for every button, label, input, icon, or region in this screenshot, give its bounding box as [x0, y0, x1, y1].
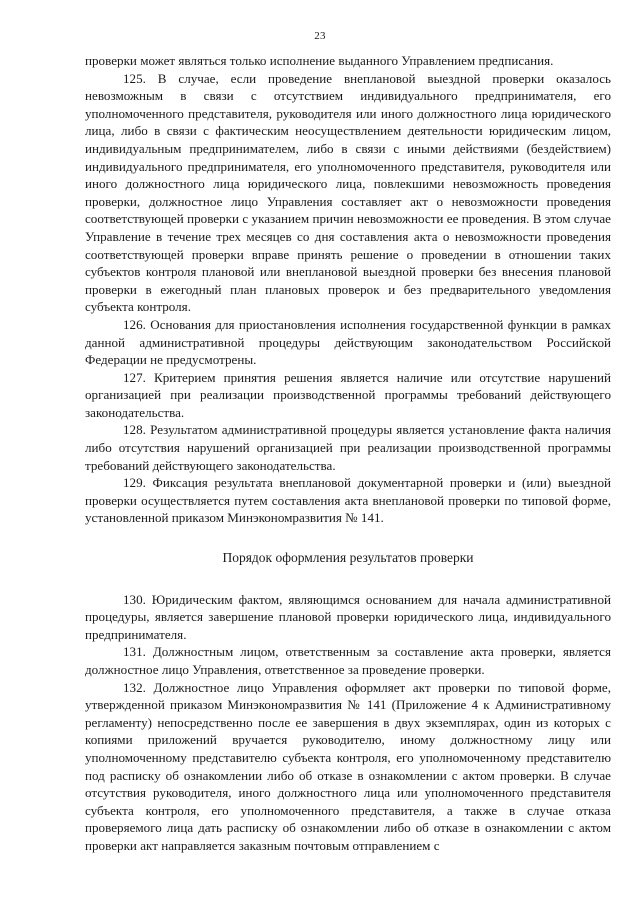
paragraph-132: 132. Должностное лицо Управления оформляет акт проверки по типовой форме, утвержденной приказом Минэкономразвития № 141 (Приложение 4 к Административному регламенту) непосредственно после ее завершения в двух экземплярах, один из которых с копиями приложений вручается руководителю, иному должностному лицу или уполномоченному представителю субъекта контроля, его уполномоченному представителю под расписку об ознакомлении либо об отказе в ознакомлении с актом проверки. В случае отсутствия руководителя, иного должностного лица или уполномоченного представителя субъекта контроля, его уполномоченного представителя, а также в случае отказа проверяемого лица дать расписку об ознакомлении либо об отказе в ознакомлении с актом проверки акт направляется заказным почтовым отправлением с — [85, 679, 611, 853]
page-number: 23 — [314, 30, 326, 42]
paragraph-129: 129. Фиксация результата внеплановой документарной проверки и (или) выездной проверки осуществляется путем составления акта внеплановой проверки по типовой форме, установленной приказом Минэкономразвития № 141. — [85, 475, 611, 526]
document-body — [85, 52, 611, 855]
paragraph-130: 130. Юридическим фактом, являющимся основанием для начала административной процедуры, является завершение плановой проверки юридического лица, индивидуального предпринимателя. — [85, 591, 611, 642]
paragraph-131: 131. Должностным лицом, ответственным за составление акта проверки, является должностное лицо Управления, ответственное за проведение проверки. — [85, 644, 611, 677]
paragraph-125: 125. В случае, если проведение внеплановой выездной проверки оказалось невозможным в связи с отсутствием индивидуального предпринимателя, его уполномоченного представителя, руководителя или иного должностного лица юридического лица, либо в связи с фактическим неосуществлением деятельности юридическим лицом, индивидуальным предпринимателем, либо в связи с иными действиями (бездействием) индивидуального предпринимателя, его уполномоченного представителя, руководителя или иного должностного лица юридического лица, повлекшими невозможность проведения проверки, должностное лицо Управления составляет акт о невозможности проведения соответствующей проверки с указанием причин невозможности ее проведения. В этом случае Управление в течение трех месяцев со дня составления акта о невозможности проведения соответствующей проверки вправе принять решение о проведении в отношении таких субъектов контроля плановой или внеплановой выездной проверки без внесения плановой проверки в ежегодный план плановых проверок и без предварительного уведомления субъекта контроля. — [85, 70, 611, 315]
paragraph-continuation: проверки может являться только исполнение выданного Управлением предписания. — [85, 53, 554, 68]
paragraph-126: 126. Основания для приостановления исполнения государственной функции в рамках данной административной процедуры действующим законодательством Российской Федерации не предусмотрены. — [85, 316, 611, 368]
paragraph-128: 128. Результатом административной процедуры является установление факта наличия либо отсутствия нарушений организацией при реализации производственной программы требований действующего законодательства. — [85, 422, 611, 473]
paragraph-127: 127. Критерием принятия решения является наличие или отсутствие нарушений организацией при реализации производственной программы требований действующего законодательства. — [85, 369, 611, 420]
section-heading: Порядок оформления результатов проверки — [222, 550, 474, 566]
